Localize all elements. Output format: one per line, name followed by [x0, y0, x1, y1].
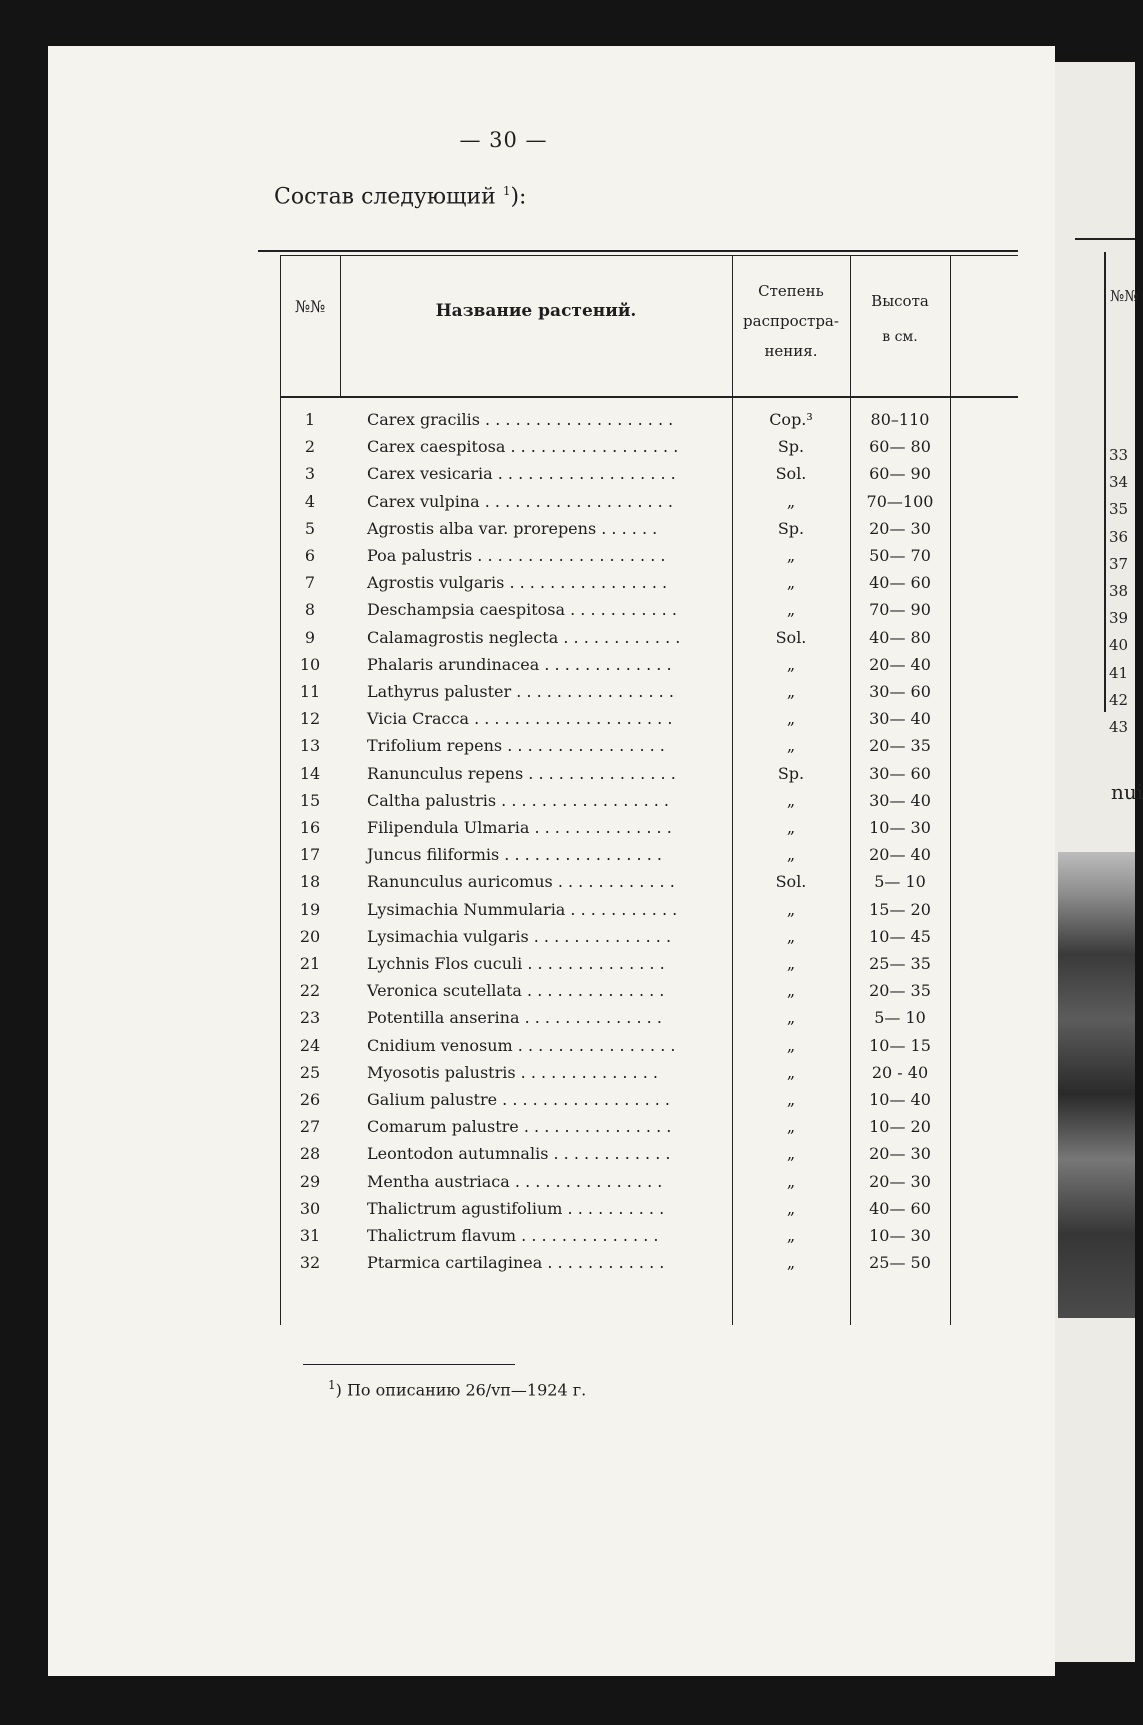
- table-row: [280, 705, 1018, 732]
- plant-height: 30— 40: [869, 709, 931, 729]
- plant-name: Mentha austriaca . . . . . . . . . . . . . . .: [367, 1171, 663, 1191]
- distribution-degree: „: [786, 1253, 796, 1273]
- distribution-degree: „: [786, 818, 796, 837]
- row-number: 11: [299, 682, 321, 701]
- row-number: 10: [299, 654, 321, 674]
- adjacent-row-number: 43: [1109, 718, 1129, 736]
- row-number: 19: [299, 899, 321, 919]
- row-number: 29: [299, 1171, 321, 1191]
- header-num: №№: [294, 297, 326, 316]
- distribution-degree: Sol.: [775, 627, 807, 647]
- distribution-degree: „: [786, 573, 796, 593]
- distribution-degree: „: [786, 709, 796, 729]
- plant-name: Lychnis Flos cuculi . . . . . . . . . . . . . .: [367, 954, 665, 973]
- row-number: 22: [299, 981, 321, 1001]
- plant-name: Myosotis palustris . . . . . . . . . . . . . .: [367, 1062, 658, 1082]
- row-number: 8: [304, 600, 316, 620]
- plant-name: Filipendula Ulmaria . . . . . . . . . . . . . .: [367, 818, 672, 837]
- plant-height: 25— 50: [869, 1253, 931, 1273]
- header-height-1: Высота: [871, 292, 929, 310]
- plant-height: 5— 10: [874, 1008, 926, 1028]
- plant-height: 60— 80: [869, 437, 931, 457]
- row-number: 16: [299, 818, 321, 837]
- distribution-degree: „: [786, 1171, 796, 1191]
- row-number: 3: [304, 464, 316, 484]
- distribution-degree: „: [786, 491, 796, 511]
- distribution-degree: „: [786, 1062, 796, 1082]
- distribution-degree: „: [786, 1117, 796, 1137]
- row-number: 5: [304, 518, 316, 538]
- plant-name: Lysimachia Nummularia . . . . . . . . . . .: [367, 899, 678, 919]
- header-degree-3: нения.: [764, 342, 818, 360]
- plant-name: Agrostis vulgaris . . . . . . . . . . . . . . . .: [367, 573, 668, 593]
- plant-name: Veronica scutellata . . . . . . . . . . . . . .: [367, 981, 665, 1001]
- plant-name: Phalaris arundinacea . . . . . . . . . . . . .: [367, 654, 672, 674]
- table-row: [280, 460, 1018, 487]
- plant-height: 50— 70: [869, 546, 931, 565]
- adjacent-table-vline: [1104, 252, 1106, 712]
- distribution-degree: „: [786, 954, 796, 973]
- row-number: 27: [299, 1117, 321, 1137]
- distribution-degree: „: [786, 926, 796, 946]
- plant-name: Poa palustris . . . . . . . . . . . . . . . . . . .: [367, 546, 666, 565]
- distribution-degree: „: [786, 682, 796, 701]
- plant-height: 40— 60: [869, 573, 931, 593]
- table-row: [280, 1140, 1018, 1167]
- row-number: 30: [299, 1198, 321, 1218]
- plant-name: Ptarmica cartilaginea . . . . . . . . . . . .: [367, 1253, 665, 1273]
- adjacent-row-number: 37: [1109, 554, 1129, 573]
- page-number: — 30 —: [459, 128, 548, 152]
- plant-height: 20— 35: [869, 736, 931, 756]
- plant-name: Thalictrum agustifolium . . . . . . . . . .: [367, 1198, 665, 1218]
- adjacent-text-fragment: nui: [1111, 780, 1143, 804]
- distribution-degree: „: [786, 899, 796, 919]
- adjacent-row-number: 39: [1109, 609, 1129, 628]
- table-row: [280, 1113, 1018, 1140]
- footnote-mark: 1: [502, 184, 511, 198]
- plant-height: 20— 40: [869, 845, 931, 865]
- plant-name: Comarum palustre . . . . . . . . . . . . . . .: [367, 1117, 672, 1137]
- header-degree-2: распростра-: [743, 312, 839, 330]
- plant-name: Ranunculus repens . . . . . . . . . . . . . . .: [367, 763, 676, 783]
- plant-name: Carex caespitosa . . . . . . . . . . . . . . . . .: [367, 437, 679, 457]
- row-number: 4: [304, 491, 316, 511]
- adjacent-row-number: 35: [1109, 500, 1129, 519]
- row-number: 9: [304, 627, 316, 647]
- plant-name: Carex gracilis . . . . . . . . . . . . . . . . . . .: [367, 410, 674, 429]
- row-number: 15: [299, 790, 321, 810]
- row-number: 7: [304, 573, 316, 593]
- footnote: [328, 1378, 586, 1399]
- distribution-degree: „: [786, 546, 796, 565]
- plant-name: Ranunculus auricomus . . . . . . . . . . . .: [367, 872, 675, 892]
- row-number: 23: [299, 1008, 321, 1028]
- row-number: 26: [299, 1090, 321, 1109]
- distribution-degree: „: [786, 1035, 796, 1055]
- table-row: [280, 896, 1018, 923]
- intro-text: Состав следующий: [274, 184, 496, 210]
- plant-height: 25— 35: [869, 954, 931, 973]
- plant-name: Caltha palustris . . . . . . . . . . . . . . . . .: [367, 790, 669, 810]
- table-row: [280, 1032, 1018, 1059]
- table-row: [280, 1168, 1018, 1195]
- row-number: 21: [299, 954, 321, 973]
- table-row: [280, 542, 1018, 569]
- plant-name: Lysimachia vulgaris . . . . . . . . . . . . . .: [367, 926, 672, 946]
- distribution-degree: „: [786, 600, 796, 620]
- table-row: [280, 868, 1018, 895]
- table-row: [280, 569, 1018, 596]
- plant-name: Cnidium venosum . . . . . . . . . . . . . . . .: [367, 1035, 676, 1055]
- plant-name: Lathyrus paluster . . . . . . . . . . . . . . . .: [367, 682, 674, 701]
- row-number: 13: [299, 736, 321, 756]
- adjacent-row-number: 40: [1109, 636, 1129, 655]
- plant-height: 10— 40: [869, 1090, 931, 1109]
- table-row: [280, 1195, 1018, 1222]
- distribution-degree: „: [786, 1008, 796, 1028]
- intro-suffix: ):: [510, 184, 527, 210]
- table-row: [280, 950, 1018, 977]
- plant-height: 10— 30: [869, 1226, 931, 1245]
- row-number: 31: [299, 1226, 321, 1245]
- adjacent-row-number: 33: [1109, 446, 1129, 464]
- plant-height: 20— 30: [869, 1144, 931, 1164]
- table-row: [280, 1249, 1018, 1276]
- table-row: [280, 814, 1018, 841]
- table-row: [280, 787, 1018, 814]
- distribution-degree: Sol.: [775, 872, 807, 892]
- plant-height: 30— 60: [869, 763, 931, 783]
- row-number: 24: [299, 1035, 321, 1055]
- distribution-degree: Sp.: [777, 763, 805, 783]
- plant-height: 60— 90: [869, 464, 931, 484]
- adjacent-table-rule: [1075, 238, 1135, 240]
- table-row: [280, 1059, 1018, 1086]
- header-name: Название растений.: [435, 301, 637, 321]
- table-row: [280, 433, 1018, 460]
- plant-table: [280, 250, 1018, 1325]
- plant-name: Agrostis alba var. prorepens . . . . . .: [367, 518, 658, 538]
- distribution-degree: „: [786, 981, 796, 1001]
- header-height-2: в см.: [882, 329, 918, 345]
- row-number: 2: [304, 437, 316, 457]
- row-number: 6: [304, 546, 316, 565]
- plant-height: 40— 80: [869, 627, 931, 647]
- plant-name: Potentilla anserina . . . . . . . . . . . . . .: [367, 1008, 662, 1028]
- table-row: [280, 1222, 1018, 1249]
- header-degree-1: Степень: [758, 282, 824, 300]
- plant-height: 20— 35: [869, 981, 931, 1001]
- row-number: 25: [299, 1062, 321, 1082]
- plant-height: 10— 20: [869, 1117, 931, 1137]
- row-number: 20: [299, 926, 321, 946]
- header-bottom-rule: [280, 396, 1018, 398]
- distribution-degree: „: [786, 736, 796, 756]
- distribution-degree: Sp.: [777, 518, 805, 538]
- distribution-degree: „: [786, 1090, 796, 1109]
- plant-name: Juncus filiformis . . . . . . . . . . . . . . . .: [367, 845, 662, 865]
- intro-heading: [274, 184, 526, 209]
- plant-name: Carex vulpina . . . . . . . . . . . . . . . . . . .: [367, 491, 673, 511]
- adjacent-row-number: 34: [1109, 473, 1129, 492]
- plant-height: 10— 15: [869, 1035, 931, 1055]
- distribution-degree: „: [786, 790, 796, 810]
- plant-height: 30— 40: [869, 790, 931, 810]
- row-number: 18: [299, 872, 321, 892]
- distribution-degree: Cop.³: [769, 410, 813, 429]
- row-number: 1: [304, 410, 316, 429]
- table-row: [280, 678, 1018, 705]
- table-row: [280, 406, 1018, 433]
- plant-height: 30— 60: [869, 682, 931, 701]
- plant-height: 15— 20: [869, 899, 931, 919]
- footnote-rule: [303, 1364, 515, 1365]
- plant-height: 80–110: [870, 410, 930, 429]
- table-row: [280, 732, 1018, 759]
- adjacent-row-number: 38: [1109, 582, 1129, 600]
- plant-height: 10— 30: [869, 818, 931, 837]
- plant-height: 20— 30: [869, 518, 931, 538]
- table-top-rule-inner: [280, 255, 1018, 256]
- adjacent-row-number: 42: [1109, 690, 1129, 709]
- table-row: [280, 488, 1018, 515]
- footnote-mark-bottom: 1: [328, 1378, 336, 1392]
- footnote-text: ) По описанию 26/vп—1924 г.: [335, 1380, 587, 1400]
- table-row: [280, 1086, 1018, 1113]
- distribution-degree: „: [786, 1198, 796, 1218]
- plant-name: Thalictrum flavum . . . . . . . . . . . . . .: [367, 1226, 659, 1245]
- adjacent-photograph: [1058, 852, 1135, 1318]
- adjacent-row-number: 41: [1109, 663, 1129, 682]
- table-row: [280, 651, 1018, 678]
- plant-name: Vicia Cracca . . . . . . . . . . . . . . . . . . . .: [367, 709, 673, 729]
- row-number: 14: [299, 763, 321, 783]
- plant-height: 20— 40: [869, 654, 931, 674]
- adjacent-header: №№: [1110, 287, 1139, 305]
- distribution-degree: „: [786, 1144, 796, 1164]
- distribution-degree: „: [786, 654, 796, 674]
- table-row: [280, 515, 1018, 542]
- distribution-degree: Sp.: [777, 437, 805, 457]
- distribution-degree: Sol.: [775, 464, 807, 484]
- table-row: [280, 624, 1018, 651]
- row-number: 12: [299, 709, 321, 729]
- plant-height: 40— 60: [869, 1198, 931, 1218]
- plant-height: 20— 30: [869, 1171, 931, 1191]
- row-number: 32: [299, 1253, 321, 1273]
- table-row: [280, 596, 1018, 623]
- table-row: [280, 1004, 1018, 1031]
- plant-name: Leontodon autumnalis . . . . . . . . . . . .: [367, 1144, 671, 1164]
- row-number: 17: [299, 845, 321, 865]
- adjacent-row-number: 36: [1109, 527, 1129, 546]
- row-number: 28: [299, 1144, 321, 1164]
- plant-height: 20 - 40: [871, 1062, 929, 1082]
- plant-height: 5— 10: [874, 872, 926, 892]
- distribution-degree: „: [786, 845, 796, 865]
- table-row: [280, 760, 1018, 787]
- distribution-degree: „: [786, 1226, 796, 1245]
- table-row: [280, 841, 1018, 868]
- plant-name: Carex vesicaria . . . . . . . . . . . . . . . . . .: [367, 464, 676, 484]
- table-row: [280, 923, 1018, 950]
- plant-height: 70—100: [866, 491, 934, 511]
- plant-name: Galium palustre . . . . . . . . . . . . . . . . .: [367, 1090, 670, 1109]
- plant-name: Deschampsia caespitosa . . . . . . . . . . .: [367, 600, 677, 620]
- plant-name: Calamagrostis neglecta . . . . . . . . . . . .: [367, 627, 681, 647]
- table-row: [280, 977, 1018, 1004]
- plant-height: 70— 90: [869, 600, 931, 620]
- plant-height: 10— 45: [869, 926, 931, 946]
- table-top-rule: [258, 250, 1018, 252]
- plant-name: Trifolium repens . . . . . . . . . . . . . . . .: [367, 736, 665, 756]
